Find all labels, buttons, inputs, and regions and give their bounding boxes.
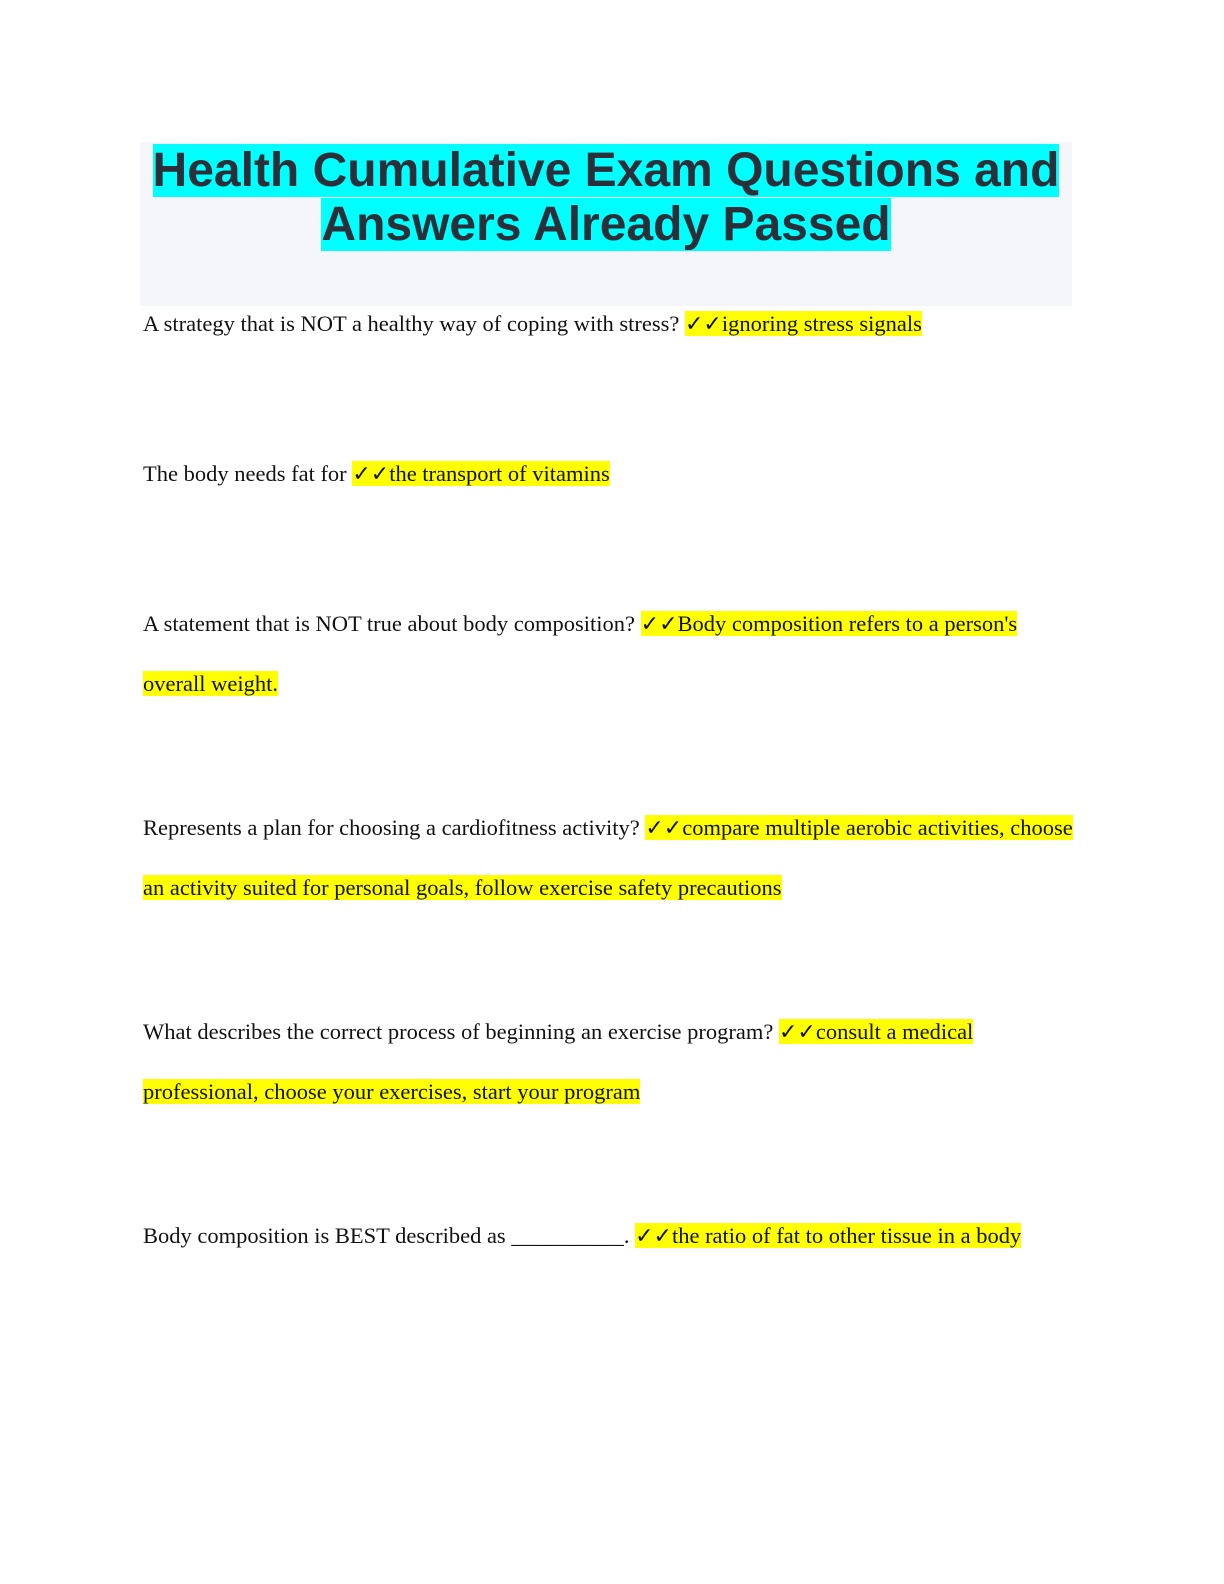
question-text: Body composition is BEST described as __________. [143, 1223, 636, 1248]
question-text: A statement that is NOT true about body composition? [143, 611, 641, 636]
question-text: What describes the correct process of beginning an exercise program? [143, 1019, 779, 1044]
answer-text: consult a medical professional, choose your exercises, start your program [143, 1019, 974, 1104]
question-text: The body needs fat for [143, 461, 353, 486]
answer-highlight [685, 311, 922, 336]
qa-item [143, 444, 1078, 504]
double-check-icon: ✓✓ [778, 1020, 816, 1045]
answer-text: the ratio of fat to other tissue in a body [671, 1223, 1022, 1248]
double-check-icon: ✓✓ [684, 312, 722, 337]
title-highlight: Health Cumulative Exam Questions and Answers Already Passed [152, 144, 1060, 251]
answer-text: compare multiple aerobic activities, choose an activity suited for personal goals, follow exercise safety precautions [143, 815, 1073, 900]
answer-highlight [635, 1223, 1021, 1248]
qa-item [143, 594, 1078, 713]
question-text: A strategy that is NOT a healthy way of coping with stress? [143, 311, 685, 336]
answer-text: ignoring stress signals [721, 311, 922, 336]
qa-item [143, 294, 1078, 354]
question-text: Represents a plan for choosing a cardiofitness activity? [143, 815, 646, 840]
qa-item [143, 1002, 1078, 1121]
qa-item [143, 1206, 1078, 1266]
double-check-icon: ✓✓ [645, 816, 683, 841]
qa-item [143, 798, 1078, 917]
answer-highlight [352, 461, 609, 486]
double-check-icon: ✓✓ [635, 1224, 672, 1249]
answer-text: the transport of vitamins [389, 461, 610, 486]
double-check-icon: ✓✓ [640, 612, 678, 637]
answer-text: Body composition refers to a person's overall weight. [143, 611, 1018, 696]
document-title [140, 144, 1072, 252]
double-check-icon: ✓✓ [352, 462, 390, 487]
